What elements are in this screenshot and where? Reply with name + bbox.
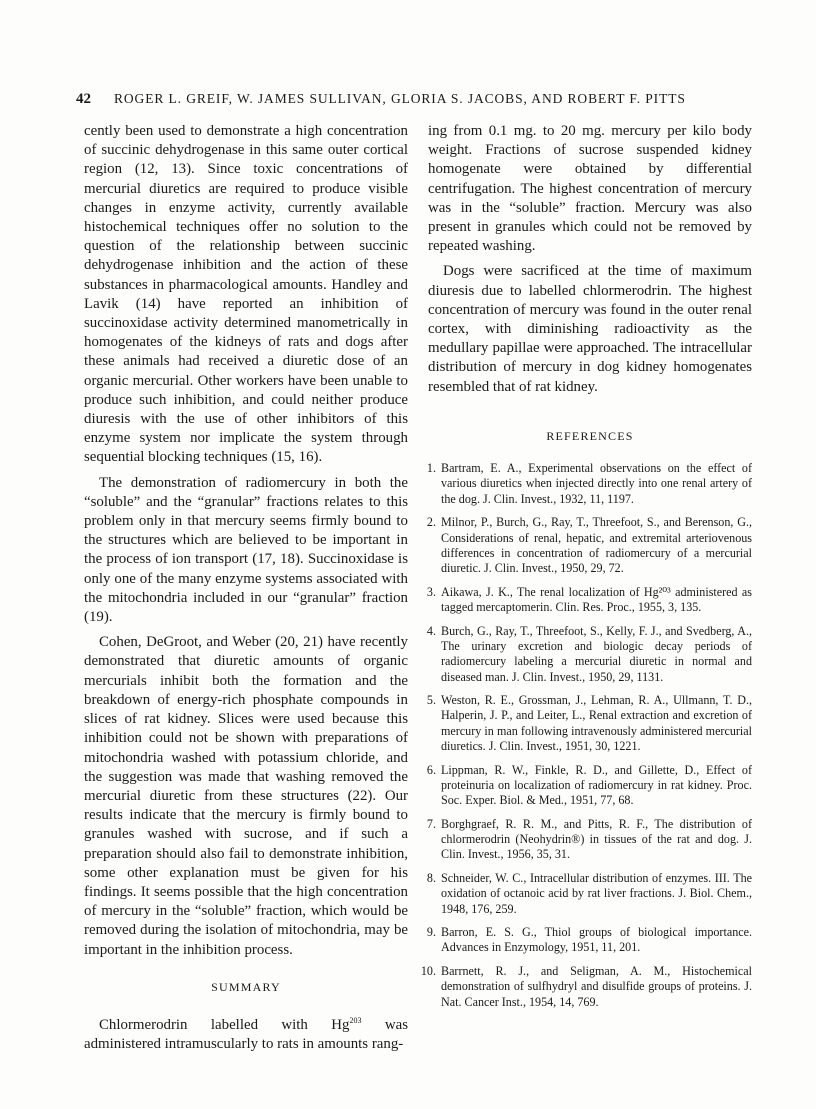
body-paragraph: The demonstration of radiomercury in both the “soluble” and the “granular” fractions relates to this problem only in that mercury seems firmly bound to the structures which are believed to be important in the process of ion transport (17, 18). Succinoxidase is only one of the many enzyme systems associated with the mitochondria included in our “granular” fraction (19). <box>84 474 408 626</box>
running-head-authors: ROGER L. GREIF, W. JAMES SULLIVAN, GLORIA S. JACOBS, AND ROBERT F. PITTS <box>114 91 686 106</box>
reference-text: Borghgraef, R. R. M., and Pitts, R. F., The distribution of chlormerodrin (Neohydrin®) in tissues of the rat and dog. J. Clin. Invest., 1956, 35, 31. <box>441 816 752 862</box>
summary-continuation: ing from 0.1 mg. to 20 mg. mercury per kilo body weight. Fractions of sucrose suspended kidney homogenate were obtained by differential centrifugation. The highest concentration of mercury was in the “soluble” fraction. Mercury was also present in granules which could not be removed by repeated washing. <box>428 123 752 255</box>
reference-text: Barrnett, R. J., and Seligman, A. M., Histochemical demonstration of sulfhydryl and disulfide groups of proteins. J. Nat. Cancer Inst., 1954, 14, 769. <box>441 964 752 1009</box>
reference-item <box>428 693 752 754</box>
reference-item <box>428 925 752 956</box>
body-paragraph: Cohen, DeGroot, and Weber (20, 21) have recently demonstrated that diuretic amounts of organic mercurials inhibit both the formation and the breakdown of energy-rich phosphate compounds in slices of rat kidney. Slices were used because this inhibition could not be shown with preparations of mitochondria washed with potassium chloride, and the suggestion was made that washing removed the mercurial diuretic from these structures (22). Our results indicate that the mercury is firmly bound to granules washed with sucrose, and if such a preparation should also fail to demonstrate inhibition, some other explanation must be given for his findings. It seems possible that the high concentration of mercury in the “soluble” fraction, which would be removed during the isolation of mitochondria, may be important in the inhibition process. <box>84 634 408 958</box>
summary-text-end: was administered intramuscularly to rats in amounts rang- <box>84 1016 408 1053</box>
reference-text: Aikawa, J. K., The renal localization of Hg²⁰³ administered as tagged mercaptomerin. Clin. Res. Proc., 1955, 3, 135. <box>441 584 752 615</box>
summary-paragraph <box>84 1011 408 1054</box>
body-paragraph: cently been used to demonstrate a high concentration of succinic dehydrogenase in this same outer cortical region (12, 13). Since toxic concentrations of mercurial diuretics are required to produce visible changes in enzyme activity, currently available histochemical techniques offer no solution to the question of the relationship between succinic dehydrogenase inhibition and the action of these substances in pharmacological amounts. Handley and Lavik (14) have reported an inhibition of succinoxidase activity determined manometrically in homogenates of the kidneys of rats and dogs after these animals had received a diuretic dose of an organic mercurial. Other workers have been unable to produce such inhibition, and could neither produce diuresis with the use of other inhibitors of this enzyme system nor implicate the system through sequential blocking techniques (15, 16). <box>84 123 408 466</box>
summary-text-start: Chlormerodrin labelled with Hg <box>99 1016 350 1033</box>
reference-text: Bartram, E. A., Experimental observations on the effect of various diuretics when injected directly into one renal artery of the dog. J. Clin. Invest., 1932, 11, 1197. <box>441 461 752 506</box>
reference-text: Milnor, P., Burch, G., Ray, T., Threefoot, S., and Berenson, G., Considerations of renal, hepatic, and extremital arteriovenous differences in concentration of radiomercury of a mercurial diuretic. J. Clin. Invest., 1950, 29, 72. <box>441 515 752 576</box>
reference-text: Weston, R. E., Grossman, J., Lehman, R. A., Ullmann, T. D., Halperin, J. P., and Leiter, L., Renal extraction and excretion of mercury in man following intravenously administered mercurial diuretics. J. Clin. Invest., 1951, 30, 1221. <box>441 693 752 753</box>
reference-number: 6. <box>426 762 436 777</box>
reference-text: Barron, E. S. G., Thiol groups of biological importance. Advances in Enzymology, 1951, 11, 201. <box>441 925 752 955</box>
reference-text: Schneider, W. C., Intracellular distribution of enzymes. III. The oxidation of octanoic acid by rat liver fractions. J. Biol. Chem., 1948, 176, 259. <box>441 870 752 916</box>
reference-item <box>428 461 752 507</box>
reference-text: Lippman, R. W., Finkle, R. D., and Gillette, D., Effect of proteinuria on localization of radiomercury in rat kidney. Proc. Soc. Exper. Biol. & Med., 1951, 77, 68. <box>441 762 752 808</box>
summary-paragraph: Dogs were sacrificed at the time of maximum diuresis due to labelled chlormerodrin. The highest concentration of mercury was found in the outer renal cortex, with diminishing radioactivity as the medullary papillae were approached. The intracellular distribution of mercury in dog kidney homogenates resembled that of rat kidney. <box>428 263 752 395</box>
summary-heading: SUMMARY <box>211 979 281 994</box>
reference-number: 10. <box>420 964 436 979</box>
reference-item <box>428 763 752 809</box>
reference-text: Burch, G., Ray, T., Threefoot, S., Kelly, F. J., and Svedberg, A., The urinary excretion and biologic decay periods of radiomercury labeling a mercurial diuretic in normal and diseased man. J. Clin. Invest., 1950, 29, 1131. <box>441 623 752 684</box>
reference-item <box>428 817 752 863</box>
right-column <box>420 122 752 1018</box>
reference-number: 4. <box>426 623 436 638</box>
page-number: 42 <box>76 91 91 107</box>
reference-number: 5. <box>426 693 436 708</box>
reference-item <box>428 624 752 685</box>
reference-number: 9. <box>426 925 436 940</box>
reference-number: 3. <box>426 584 436 599</box>
references-heading: REFERENCES <box>546 428 634 443</box>
reference-number: 8. <box>426 870 436 885</box>
isotope-superscript: 203 <box>349 1015 362 1025</box>
reference-number: 7. <box>426 816 436 831</box>
reference-number: 2. <box>426 515 436 530</box>
reference-item <box>428 515 752 576</box>
reference-number: 1. <box>426 461 436 476</box>
reference-item <box>428 871 752 917</box>
reference-list <box>420 461 752 1010</box>
reference-item <box>420 964 752 1010</box>
reference-item <box>428 585 752 616</box>
left-column <box>84 122 408 1054</box>
running-header <box>76 91 746 108</box>
